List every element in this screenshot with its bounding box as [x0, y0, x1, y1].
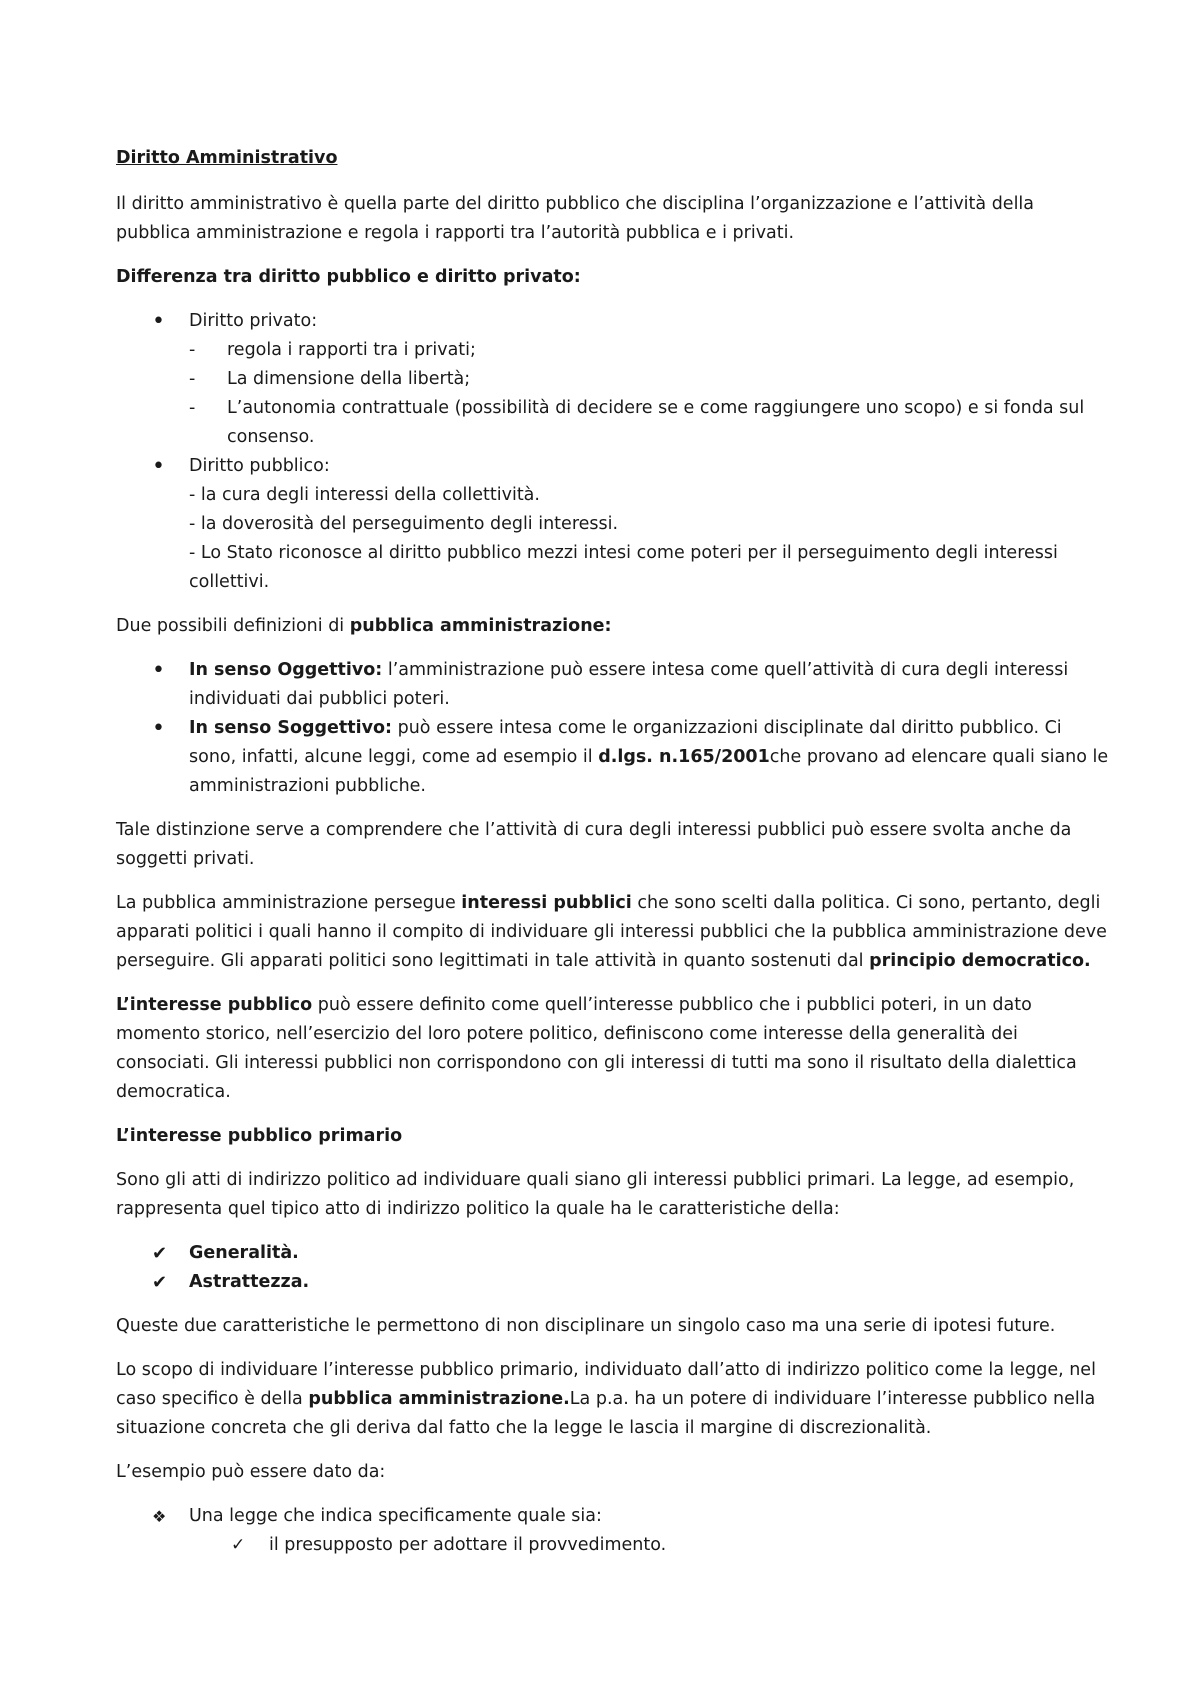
checkmark-icon — [152, 1239, 176, 1269]
list-item: - regola i rapporti tra i privati; — [189, 336, 1110, 365]
definizioni-heading: Due possibili definizioni di pubblica amministrazione: — [116, 616, 612, 636]
dash-icon: - — [189, 340, 196, 360]
bullet-dot-icon — [152, 656, 176, 687]
list-item: - La dimensione della libertà; — [189, 365, 1110, 394]
list-item-pubblico: • Diritto pubblico: - la cura degli interessi della collettività. - la doverosità del perseguimento degli interessi. - Lo Stato riconosce al diritto pubblico mezzi intesi come poteri per il perseguimento degli interessi collettivi. — [116, 452, 1110, 597]
pubblico-line: - Lo Stato riconosce al diritto pubblico mezzi intesi come poteri per il perseguimento degli interessi collettivi. — [189, 543, 1058, 592]
privato-dash-list — [189, 336, 1110, 452]
diff-list — [116, 307, 1110, 597]
bullet-dot-icon — [152, 452, 176, 483]
pubblico-line: - la cura degli interessi della collettività. — [189, 485, 540, 505]
checkmark-icon — [152, 1268, 176, 1298]
list-item-legge: ❖ Una legge che indica specificamente quale sia: ✓ il presupposto per adottare il provvedimento. — [116, 1502, 1110, 1560]
caratteristiche-list — [116, 1239, 1110, 1297]
dash-icon: - — [189, 398, 196, 418]
list-item-oggettivo: • In senso Oggettivo: l’amministrazione può essere intesa come quell’attività di cura degli interessi individuati dai pubblici poteri. — [116, 656, 1110, 714]
list-item-soggettivo: • In senso Soggettivo: può essere intesa come le organizzazioni disciplinate dal diritto pubblico. Ci sono, infatti, alcune leggi, come ad esempio il d.lgs. n.165/2001che provano ad elencare quali siano le amministrazioni pubbliche. — [116, 714, 1110, 801]
dash-icon: - — [189, 369, 196, 389]
diamond-bullet-icon — [152, 1502, 176, 1532]
persegue-paragraph: La pubblica amministrazione persegue interessi pubblici che sono scelti dalla politica. Ci sono, pertanto, degli apparati politici i quali hanno il compito di individuare gli interessi pubblici che la pubblica amministrazione deve perseguire. Gli apparati politici sono legittimati in tale attività in quanto sostenuti dal principio democratico. — [116, 893, 1107, 971]
list-item: ✔ Astrattezza. — [116, 1268, 1110, 1297]
intro-paragraph: Il diritto amministrativo è quella parte del diritto pubblico che disciplina l’organizzazione e l’attività della pubblica amministrazione e regola i rapporti tra l’autorità pubblica e i privati. — [116, 194, 1035, 243]
document-title: Diritto Amministrativo — [116, 148, 338, 168]
list-item-privato: • Diritto privato: - regola i rapporti tra i privati; - La dimensione della libertà; - L’autonomia contrattuale (possibilità di decidere se e come raggiungere uno scopo) e si fonda sul consenso. — [116, 307, 1110, 452]
diff-heading: Differenza tra diritto pubblico e diritto privato: — [116, 267, 581, 287]
legge-sublist — [231, 1531, 1110, 1560]
interesse-paragraph: L’interesse pubblico può essere definito come quell’interesse pubblico che i pubblici poteri, in un dato momento storico, nell’esercizio del loro potere politico, definiscono come interesse della generalità dei consociati. Gli interessi pubblici non corrispondono con gli interessi di tutti ma sono il risultato della dialettica democratica. — [116, 995, 1077, 1102]
primario-heading: L’interesse pubblico primario — [116, 1126, 403, 1146]
bullet-dot-icon — [152, 307, 176, 338]
list-item: ✓ il presupposto per adottare il provvedimento. — [231, 1531, 1110, 1560]
pubblico-line: - la doverosità del perseguimento degli interessi. — [189, 514, 619, 534]
checkmark-icon — [231, 1531, 245, 1560]
list-item: - L’autonomia contrattuale (possibilità di decidere se e come raggiungere uno scopo) e si fonda sul consenso. — [189, 394, 1110, 452]
list-item: ✔ Generalità. — [116, 1239, 1110, 1268]
definizioni-list — [116, 656, 1110, 801]
bullet-dot-icon — [152, 714, 176, 745]
scopo-paragraph: Lo scopo di individuare l’interesse pubblico primario, individuato dall’atto di indirizzo politico come la legge, nel caso specifico è della pubblica amministrazione.La p.a. ha un potere di individuare l’interesse pubblico nella situazione concreta che gli deriva dal fatto che la legge le lascia il margine di discrezionalità. — [116, 1360, 1096, 1438]
esempio-paragraph: L’esempio può essere dato da: — [116, 1462, 386, 1482]
distinzione-paragraph: Tale distinzione serve a comprendere che l’attività di cura degli interessi pubblici può essere svolta anche da soggetti privati. — [116, 820, 1072, 869]
atti-paragraph: Sono gli atti di indirizzo politico ad individuare quali siano gli interessi pubblici primari. La legge, ad esempio, rappresenta quel tipico atto di indirizzo politico la quale ha le caratteristiche della: — [116, 1170, 1075, 1219]
esempio-list — [116, 1502, 1110, 1560]
queste-paragraph: Queste due caratteristiche le permettono di non disciplinare un singolo caso ma una serie di ipotesi future. — [116, 1316, 1056, 1336]
